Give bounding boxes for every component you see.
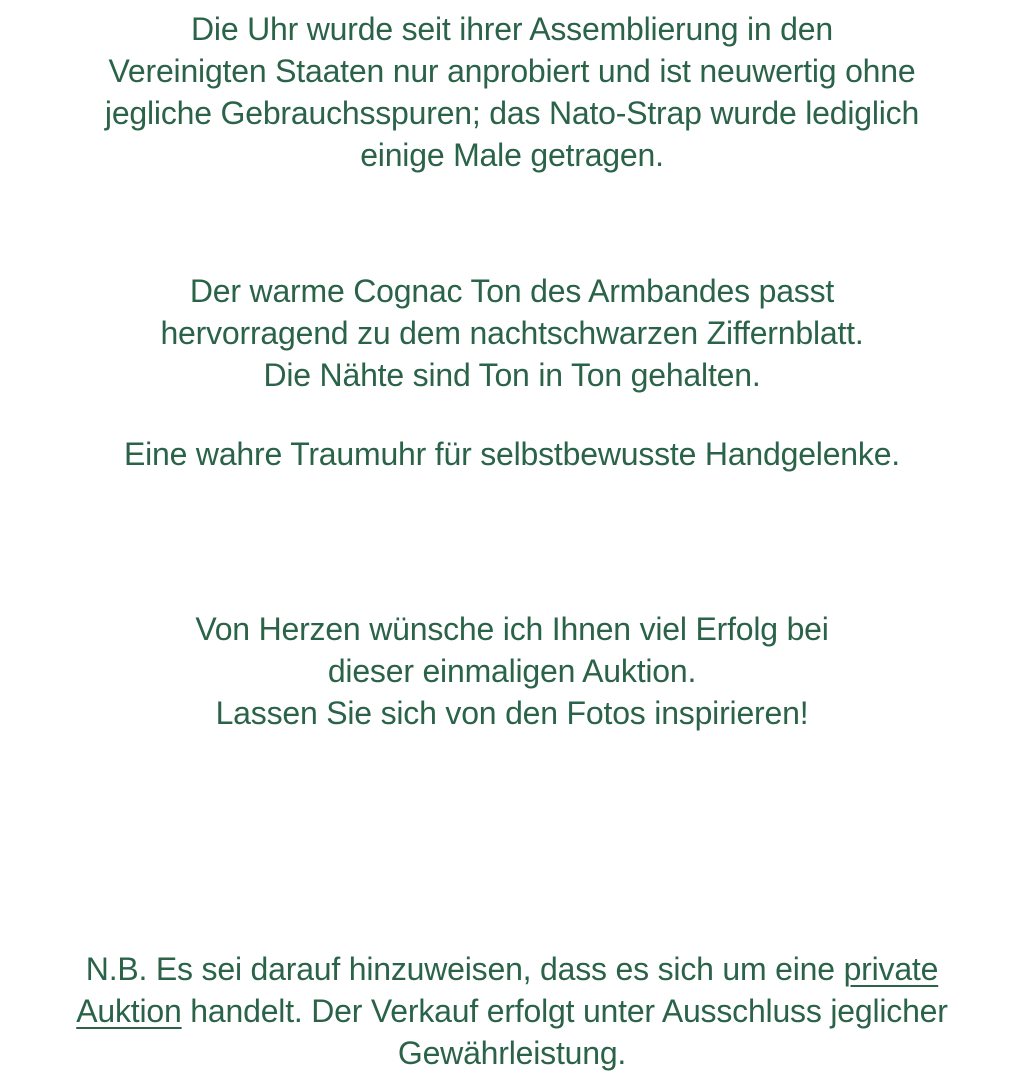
text-line [14,354,1010,396]
text-segment: Die Nähte sind Ton in Ton gehalten. [263,357,761,393]
text-line [14,433,1010,475]
text-segment: hervorragend zu dem nachtschwarzen Ziffernblatt. [160,315,864,351]
text-line [14,8,1010,50]
text-line [14,692,1010,734]
text-segment: Gewährleistung. [397,1035,627,1071]
text-segment: Eine wahre Traumuhr für selbstbewusste Handgelenke. [123,436,900,472]
text-segment: einige Male getragen. [360,137,664,173]
text-line [14,990,1010,1032]
text-segment: handelt. Der Verkauf erfolgt unter Ausschluss jeglicher [181,993,948,1029]
underlined-text: private [843,951,939,987]
text-line [14,1032,1010,1074]
text-line [14,270,1010,312]
text-segment: Vereinigten Staaten nur anprobiert und ist neuwertig ohne [108,53,916,89]
good-luck-paragraph [14,608,1010,734]
legal-note-paragraph [14,948,1010,1074]
strap-color-paragraph [14,270,1010,396]
text-segment: jegliche Gebrauchsspuren; das Nato-Strap wurde lediglich [104,95,920,131]
text-segment: Der warme Cognac Ton des Armbandes passt [189,273,835,309]
text-segment: Von Herzen wünsche ich Ihnen viel Erfolg bei [195,611,829,647]
text-segment: Lassen Sie sich von den Fotos inspirieren! [215,695,809,731]
text-line [14,608,1010,650]
text-line [14,312,1010,354]
text-line [14,92,1010,134]
text-line [14,134,1010,176]
text-line [14,50,1010,92]
dream-watch-paragraph [14,433,1010,475]
condition-paragraph [14,8,1010,176]
underlined-text: Auktion [76,993,182,1029]
text-segment: N.B. Es sei darauf hinzuweisen, dass es sich um eine [85,951,844,987]
text-segment: Die Uhr wurde seit ihrer Assemblierung in den [191,11,833,47]
text-segment: dieser einmaligen Auktion. [327,653,697,689]
text-line [14,650,1010,692]
text-line [14,948,1010,990]
